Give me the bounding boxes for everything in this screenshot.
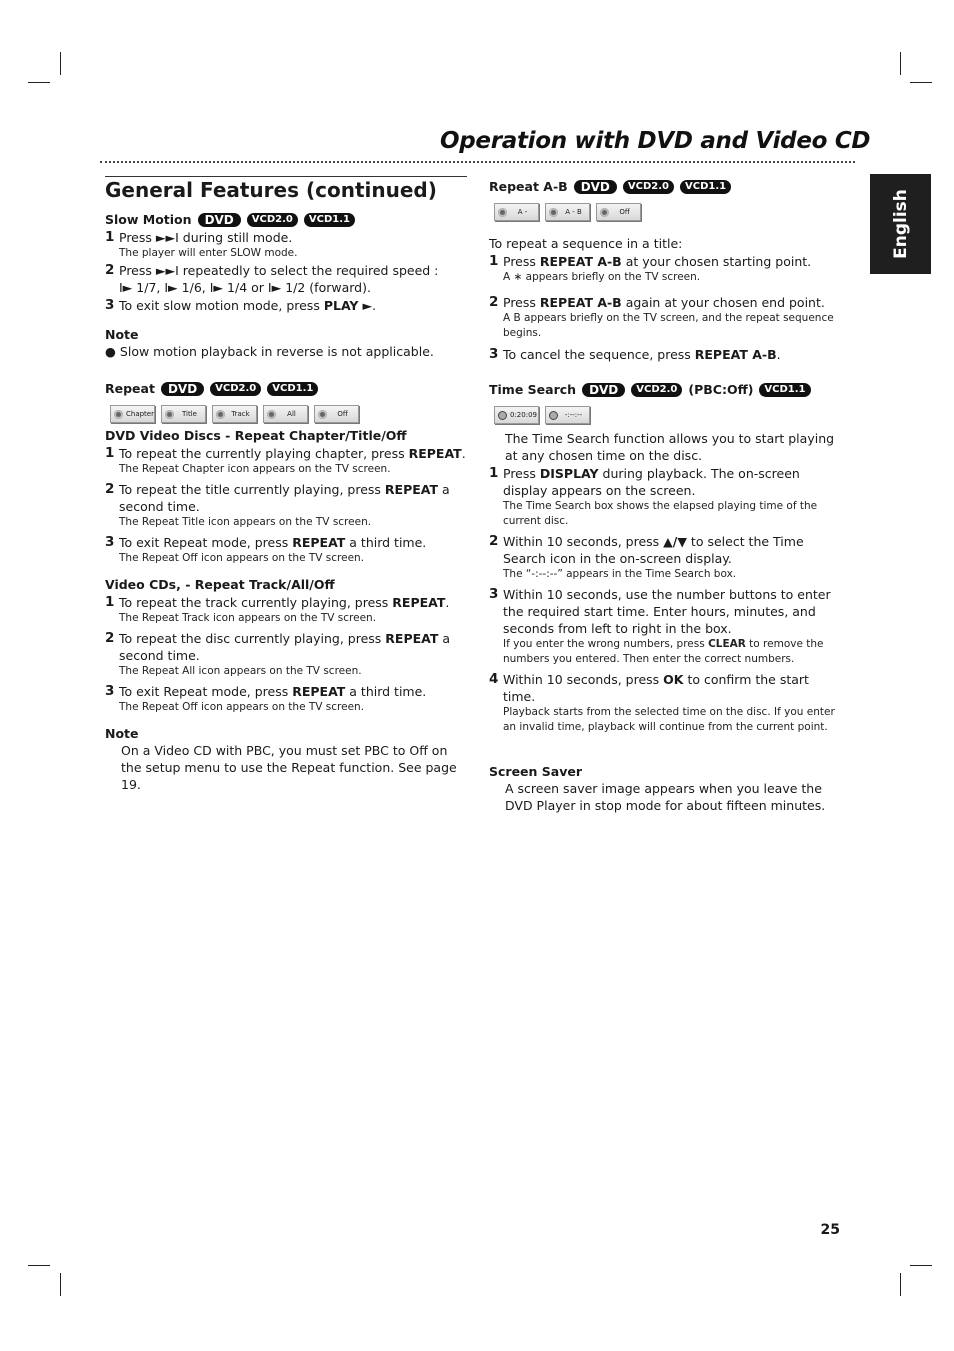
step-subtext: The Repeat Off icon appears on the TV screen.: [119, 701, 365, 713]
text: repeatedly to select the required speed :: [178, 263, 439, 278]
osd-label: Track: [231, 409, 250, 418]
step-number: 3: [105, 297, 115, 313]
slow-forward-symbol: I►: [209, 280, 224, 295]
step-subtext: The Repeat Track icon appears on the TV screen.: [119, 612, 377, 624]
slow-forward-symbol: I►: [119, 280, 133, 295]
text: To cancel the sequence, press: [503, 347, 695, 362]
arrow-keys: ▲/▼: [663, 534, 687, 549]
text: Slow motion playback in reverse is not applicable.: [119, 344, 434, 359]
text: Press: [503, 466, 540, 481]
text: To repeat the currently playing chapter, press: [119, 446, 409, 461]
repeat-chapter-osd: [110, 405, 155, 423]
key-name: REPEAT: [292, 535, 346, 550]
time-search-step-1: [489, 465, 841, 529]
text: To exit Repeat mode, press: [119, 535, 293, 550]
text: a second time.: [119, 631, 451, 663]
text: Within 10 seconds, press: [503, 534, 664, 549]
dvd-repeat-heading: DVD Video Discs - Repeat Chapter/Title/Off: [105, 428, 407, 443]
bullet-icon: ●: [105, 344, 116, 359]
text: 1/6,: [181, 280, 210, 295]
right-column: [489, 176, 841, 814]
key-name: REPEAT: [384, 482, 439, 497]
key-name: REPEAT: [408, 446, 462, 461]
key-name: CLEAR: [708, 638, 746, 650]
slow-motion-heading: [105, 211, 467, 228]
note-heading: Note: [105, 726, 139, 741]
key-name: OK: [663, 672, 684, 687]
step-subtext: The Time Search box shows the elapsed playing time of the current disc.: [503, 500, 818, 527]
key-name: REPEAT: [385, 631, 439, 646]
vcd-repeat-step-2: [105, 630, 467, 679]
dvd-badge: DVD: [574, 180, 617, 194]
slow-motion-heading-text: Slow Motion: [105, 212, 192, 227]
osd-label: All: [287, 409, 296, 418]
dvd-repeat-step-2: [105, 481, 467, 530]
repeat-disc-icon: [600, 208, 609, 217]
slow-step-2: [105, 262, 467, 296]
section-title: General Features (continued): [105, 176, 467, 203]
vcd-repeat-heading: Video CDs, - Repeat Track/All/Off: [105, 577, 335, 592]
key-name: REPEAT A-B: [694, 347, 777, 362]
repeat-off-osd: [314, 405, 359, 423]
text: Within 10 seconds, press: [503, 672, 664, 687]
screen-saver-heading: Screen Saver: [489, 764, 583, 779]
step-subtext: The player will enter SLOW mode.: [119, 247, 298, 259]
text: 1/7,: [136, 280, 165, 295]
text: Press: [119, 230, 156, 245]
crop-mark: [28, 82, 50, 83]
repeat-disc-icon: [549, 208, 558, 217]
step-subtext: A ∗ appears briefly on the TV screen.: [503, 271, 701, 283]
repeat-ab-heading: [489, 178, 841, 195]
osd-label: Chapter: [126, 409, 154, 418]
step-subtext: The “-:--:--” appears in the Time Search box.: [503, 568, 737, 580]
step-number: 1: [489, 253, 499, 269]
repeat-heading: [105, 380, 467, 397]
vcd20-badge: VCD2.0: [210, 382, 261, 396]
repeat-disc-icon: [216, 410, 225, 419]
text: again at your chosen end point.: [621, 295, 825, 310]
crop-mark: [910, 82, 932, 83]
key-name: REPEAT: [392, 595, 446, 610]
text: To exit Repeat mode, press: [119, 684, 293, 699]
text: Press: [503, 254, 540, 269]
screen-saver-text: A screen saver image appears when you leave the DVD Player in stop mode for about fifteen minutes.: [505, 781, 826, 813]
crop-mark: [60, 1273, 61, 1296]
crop-mark: [900, 1273, 901, 1296]
vcd20-badge: VCD2.0: [631, 383, 682, 397]
osd-label: -:--:--: [564, 410, 583, 419]
step-number: 1: [105, 594, 115, 610]
text: a third time.: [345, 684, 427, 699]
key-name: PLAY: [323, 298, 359, 313]
clock-icon: [498, 411, 507, 420]
text: .: [776, 347, 781, 362]
pbc-off-label: (PBC:Off): [688, 382, 754, 397]
dvd-badge: DVD: [161, 382, 204, 396]
note-text: On a Video CD with PBC, you must set PBC to Off on the setup menu to use the Repeat function. See page 19.: [121, 743, 457, 792]
key-name: DISPLAY: [539, 466, 599, 481]
step-number: 4: [489, 671, 499, 687]
step-number: 1: [489, 465, 499, 481]
repeat-ab-osd-icons: [494, 203, 841, 221]
page-number: 25: [820, 1222, 840, 1238]
language-label: English: [890, 189, 911, 259]
step-subtext: The Repeat Off icon appears on the TV screen.: [119, 552, 365, 564]
vcd11-badge: VCD1.1: [680, 180, 731, 194]
repeat-disc-icon: [498, 208, 507, 217]
text: 1/4 or: [227, 280, 268, 295]
key-name: REPEAT A-B: [539, 295, 622, 310]
repeat-ab-step-1: [489, 253, 841, 285]
crop-mark: [28, 1265, 50, 1266]
page-header-title: Operation with DVD and Video CD: [440, 128, 871, 154]
repeat-ab-intro: To repeat a sequence in a title:: [489, 236, 683, 251]
crop-mark: [910, 1265, 932, 1266]
repeat-ab-osd: [545, 203, 590, 221]
playpause-symbol: ►►I: [155, 230, 179, 245]
text: 1/2 (forward).: [285, 280, 371, 295]
repeat-ab-step-3: [489, 346, 841, 363]
note-heading: Note: [105, 327, 139, 342]
slow-forward-symbol: I►: [164, 280, 178, 295]
osd-label: 0:20:09: [510, 410, 537, 419]
text: a second time.: [119, 482, 450, 514]
key-name: REPEAT A-B: [539, 254, 622, 269]
osd-label: Off: [337, 409, 348, 418]
osd-label: Off: [619, 207, 630, 216]
language-side-tab: [870, 174, 931, 274]
note-text: [105, 343, 467, 360]
step-number: 3: [489, 346, 499, 362]
step-subtext: [503, 637, 841, 667]
repeat-osd-icons: [110, 405, 467, 423]
text: To repeat the disc currently playing, press: [119, 631, 386, 646]
text: during still mode.: [178, 230, 293, 245]
key-name: REPEAT: [292, 684, 346, 699]
step-number: 2: [489, 294, 499, 310]
repeat-disc-icon: [114, 410, 123, 419]
text: .: [372, 298, 377, 313]
text: Press: [119, 263, 156, 278]
time-search-heading: [489, 381, 841, 398]
header-dotted-rule: [100, 161, 855, 163]
slow-step-3: [105, 297, 467, 314]
elapsed-time-osd: [494, 406, 539, 424]
repeat-ab-step-2: [489, 294, 841, 341]
dvd-badge: DVD: [582, 383, 625, 397]
slow-forward-symbol: I►: [267, 280, 282, 295]
time-search-step-4: [489, 671, 841, 735]
repeat-title-osd: [161, 405, 206, 423]
text: Within 10 seconds, use the number buttons to enter the required start time. Enter hours, minutes, and seconds from left to right in the box.: [503, 587, 831, 636]
text: Press: [503, 295, 540, 310]
step-subtext: The Repeat All icon appears on the TV screen.: [119, 665, 362, 677]
text: at your chosen starting point.: [621, 254, 812, 269]
repeat-disc-icon: [318, 410, 327, 419]
repeat-a-osd: [494, 203, 539, 221]
vcd20-badge: VCD2.0: [623, 180, 674, 194]
osd-label: Title: [181, 409, 197, 418]
repeat-all-osd: [263, 405, 308, 423]
vcd20-badge: VCD2.0: [247, 213, 298, 227]
step-number: 2: [105, 262, 115, 278]
step-number: 3: [105, 534, 115, 550]
text: to confirm the start time.: [503, 672, 809, 704]
step-number: 1: [105, 445, 115, 461]
step-number: 2: [105, 630, 115, 646]
repeat-heading-text: Repeat: [105, 381, 155, 396]
text: If you enter the wrong numbers, press: [503, 638, 709, 650]
step-number: 3: [489, 586, 499, 602]
osd-label: A - B: [565, 207, 582, 216]
play-symbol: ►: [362, 298, 373, 313]
repeat-disc-icon: [267, 410, 276, 419]
repeat-track-osd: [212, 405, 257, 423]
text: during playback. The on-screen display appears on the screen.: [503, 466, 800, 498]
repeat-ab-heading-text: Repeat A-B: [489, 179, 568, 194]
text: To repeat the track currently playing, press: [119, 595, 393, 610]
vcd11-badge: VCD1.1: [267, 382, 318, 396]
text: .: [461, 446, 466, 461]
time-search-heading-text: Time Search: [489, 382, 577, 397]
dvd-badge: DVD: [198, 213, 241, 227]
repeat-disc-icon: [165, 410, 174, 419]
step-number: 2: [489, 533, 499, 549]
time-search-step-3: [489, 586, 841, 667]
text: To repeat the title currently playing, press: [119, 482, 385, 497]
vcd11-badge: VCD1.1: [759, 383, 810, 397]
text: To exit slow motion mode, press: [119, 298, 324, 313]
step-subtext: The Repeat Chapter icon appears on the TV screen.: [119, 463, 391, 475]
dvd-repeat-step-3: [105, 534, 467, 566]
vcd-repeat-step-3: [105, 683, 467, 715]
vcd11-badge: VCD1.1: [304, 213, 355, 227]
time-search-input-osd: [545, 406, 590, 424]
text: to remove the numbers you entered. Then enter the correct numbers.: [503, 638, 824, 665]
text: to select the Time Search icon in the on-screen display.: [503, 534, 804, 566]
step-subtext: A B appears briefly on the TV screen, and the repeat sequence begins.: [503, 312, 834, 339]
repeat-ab-off-osd: [596, 203, 641, 221]
dvd-repeat-step-1: [105, 445, 467, 477]
crop-mark: [900, 52, 901, 75]
playpause-symbol: ►►I: [155, 263, 179, 278]
step-number: 3: [105, 683, 115, 699]
osd-label: A -: [517, 207, 528, 216]
left-column: [105, 176, 467, 793]
time-search-intro: The Time Search function allows you to start playing at any chosen time on the disc.: [505, 431, 835, 463]
step-number: 2: [105, 481, 115, 497]
step-subtext: Playback starts from the selected time on the disc. If you enter an invalid time, playback will continue from the current point.: [503, 706, 835, 733]
step-subtext: The Repeat Title icon appears on the TV screen.: [119, 516, 372, 528]
time-search-step-2: [489, 533, 841, 582]
vcd-repeat-step-1: [105, 594, 467, 626]
clock-icon: [549, 411, 558, 420]
step-number: 1: [105, 229, 115, 245]
time-search-osd-icons: [494, 406, 841, 424]
slow-step-1: [105, 229, 467, 261]
crop-mark: [60, 52, 61, 75]
text: .: [445, 595, 450, 610]
text: a third time.: [345, 535, 427, 550]
